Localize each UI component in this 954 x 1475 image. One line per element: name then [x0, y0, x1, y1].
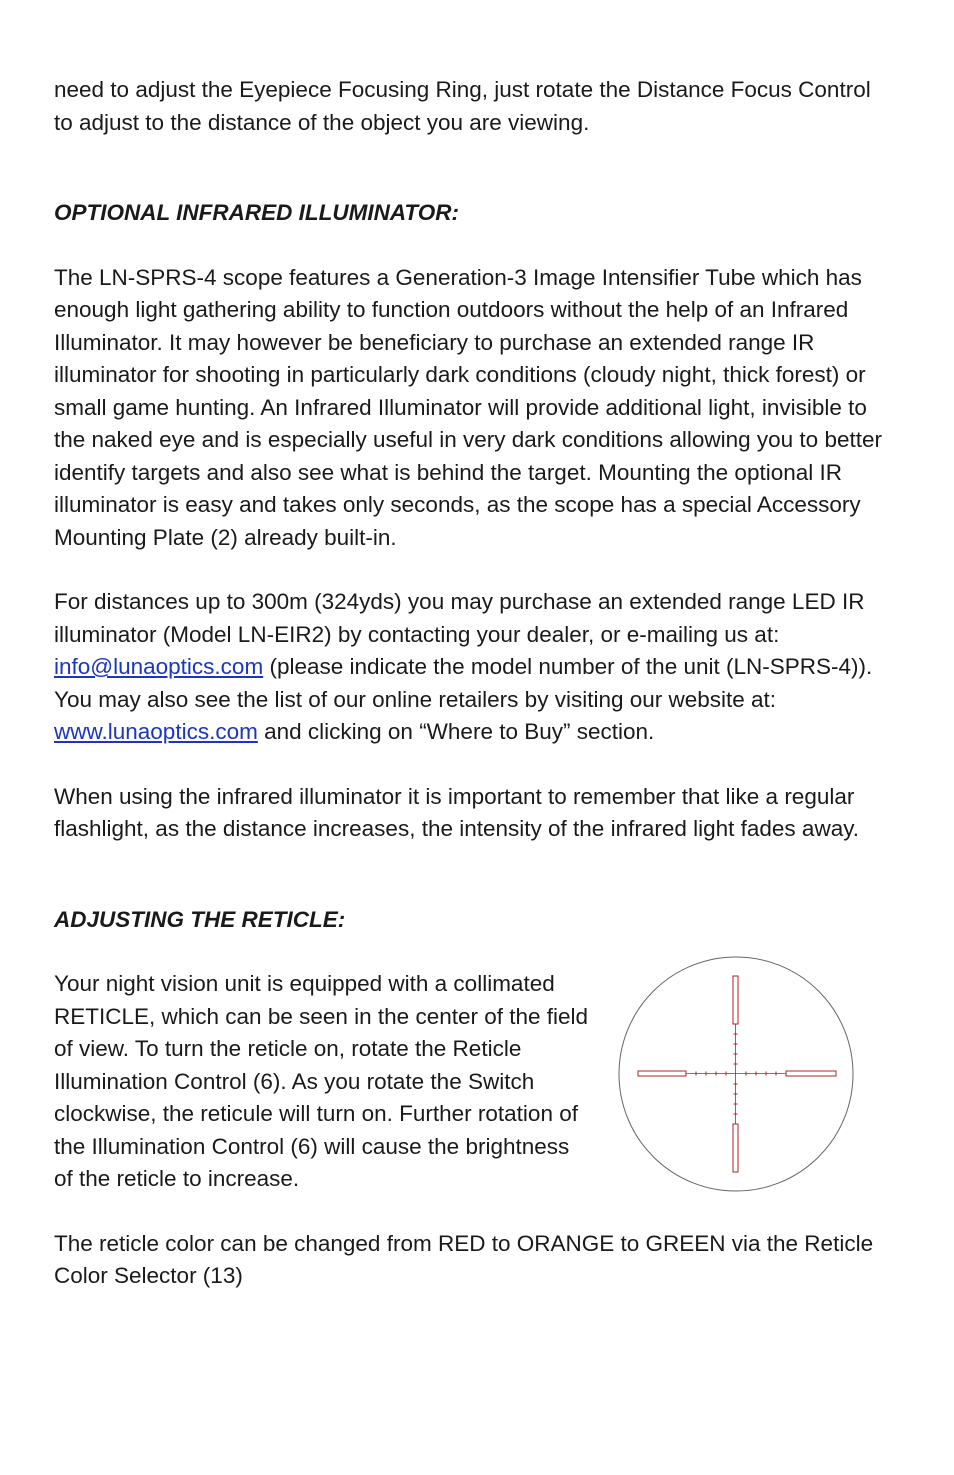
intro-continuation-paragraph: need to adjust the Eyepiece Focusing Ring, just rotate the Distance Focus Control to adjust to the distance of the object you are viewing. — [54, 77, 871, 135]
reticle-post-left — [638, 1071, 686, 1076]
spacer — [54, 749, 884, 781]
reticle-description-paragraph: Your night vision unit is equipped with a collimated RETICLE, which can be seen in the center of the field of view. To turn the reticle on, rotate the Reticle Illumination Control (6). As you rotate the Switch clockwise, the reticule will turn on. Further rotation of the Illumination Control (6) will cause the brightness of the reticle to increase. — [54, 971, 589, 1191]
ir-purchase-text-2: (please indicate the model number of the unit (LN-SPRS-4)). You may also see the list of our online retailers by visiting our website at: — [54, 654, 873, 712]
spacer — [54, 846, 884, 904]
reticle-section — [54, 968, 884, 1196]
reticle-crosshair-illustration — [616, 954, 856, 1194]
ir-purchase-text-1: For distances up to 300m (324yds) you may purchase an extended range LED IR illuminator (Model LN-EIR2) by contacting your dealer, or e-mailing us at: — [54, 589, 865, 647]
spacer — [54, 230, 884, 262]
ir-purchase-paragraph — [54, 586, 884, 749]
reticle-post-right — [786, 1071, 836, 1076]
reticle-heading: ADJUSTING THE RETICLE: — [54, 906, 346, 932]
ir-description-paragraph: The LN-SPRS-4 scope features a Generation-3 Image Intensifier Tube which has enough light gathering ability to function outdoors without the help of an Infrared Illuminator. It may however be beneficiary to purchase an extended range IR illuminator for shooting in particularly dark conditions (cloudy night, thick forest) or small game hunting. An Infrared Illuminator will provide additional light, invisible to the naked eye and is especially useful in very dark conditions allowing you to better identify targets and also see what is behind the target. Mounting the optional IR illuminator is easy and takes only seconds, as the scope has a special Accessory Mounting Plate (2) already built-in. — [54, 264, 882, 550]
email-link[interactable]: info@lunaoptics.com — [54, 654, 264, 679]
reticle-post-bottom — [733, 1124, 738, 1172]
reticle-post-top — [733, 976, 738, 1024]
reticle-tick-marks — [696, 1034, 776, 1114]
spacer — [54, 554, 884, 586]
spacer — [54, 1196, 884, 1228]
manual-page — [54, 74, 884, 1293]
ir-illuminator-heading: OPTIONAL INFRARED ILLUMINATOR: — [54, 200, 459, 225]
ir-purchase-text-3: and clicking on “Where to Buy” section. — [257, 719, 655, 744]
spacer — [54, 139, 884, 197]
ir-distance-paragraph: When using the infrared illuminator it is important to remember that like a regular flashlight, as the distance increases, the intensity of the infrared light fades away. — [54, 783, 860, 841]
reticle-color-paragraph: The reticle color can be changed from RED to ORANGE to GREEN via the Reticle Color Selector (13) — [54, 1230, 874, 1288]
website-link[interactable]: www.lunaoptics.com — [54, 719, 258, 744]
